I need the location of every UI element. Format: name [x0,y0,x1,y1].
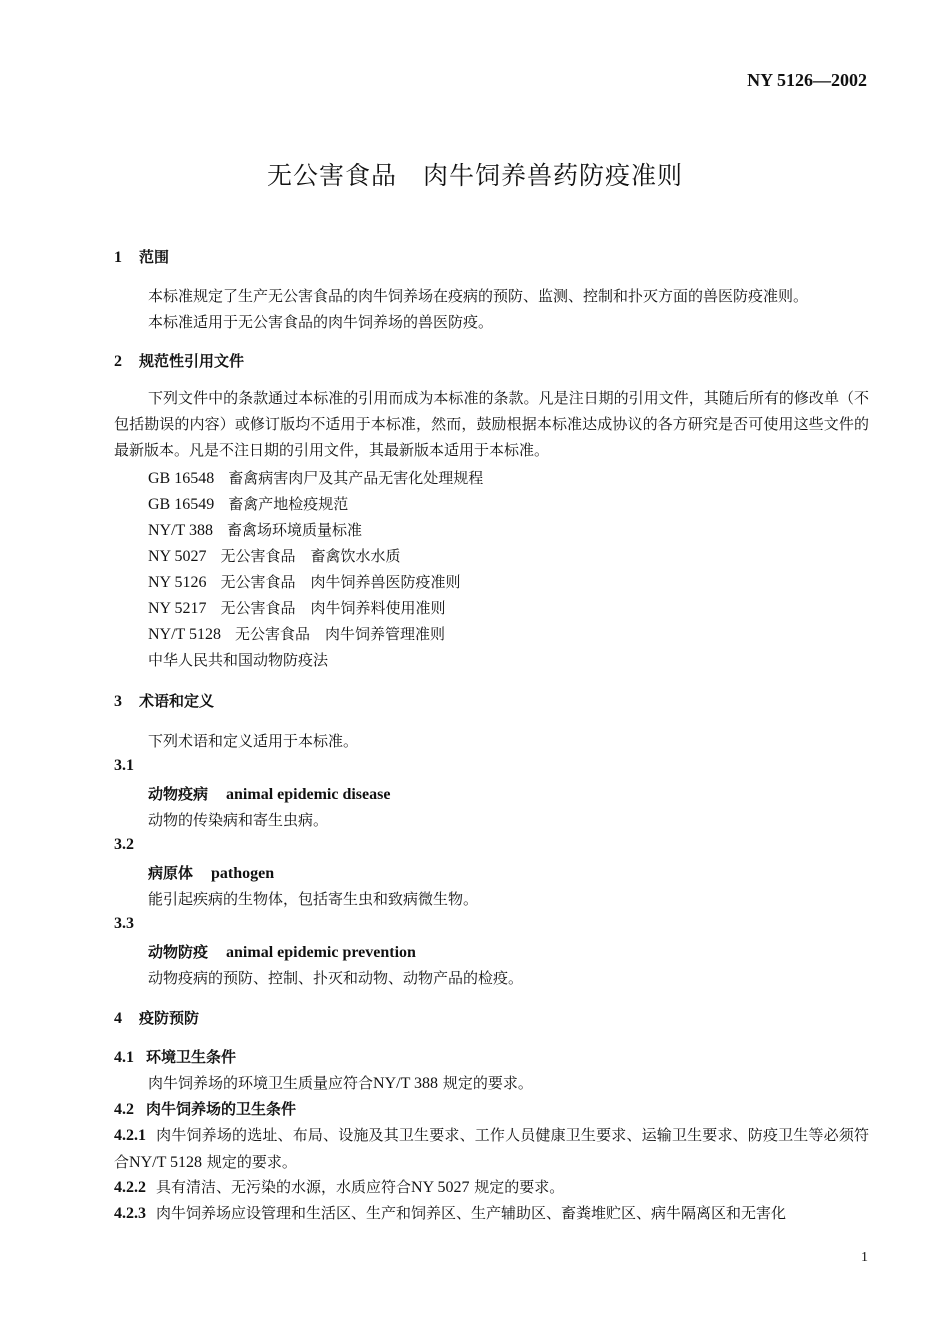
clause-4-2-2 [114,1174,869,1201]
standard-code: NY 5126—2002 [747,70,867,90]
s41-text-b: 规定的要求。 [438,1074,533,1092]
clause-4-2-1 [114,1122,869,1176]
s41-ref: NY/T 388 [373,1075,439,1092]
reference-item [148,649,328,670]
reference-code: GB 16548 [148,470,215,487]
term-definition: 能引起疾病的生物体，包括寄生虫和致病微生物。 [148,890,479,908]
term-heading [148,941,416,962]
reference-title: 畜禽场环境质量标准 [227,521,363,539]
term-definition: 动物的传染病和寄生虫病。 [148,811,329,829]
term-en: animal epidemic disease [226,786,391,803]
s41-text-a: 肉牛饲养场的环境卫生质量应符合 [148,1074,374,1092]
subsection-4-2-heading [114,1098,296,1119]
clause-number: 4.2.2 [114,1179,146,1196]
reference-item [148,493,348,514]
reference-item [148,545,401,566]
reference-code: NY 5027 [148,548,207,565]
section-title: 疫防预防 [139,1009,200,1027]
s41-paragraph [148,1072,533,1093]
clause-number: 4.2.3 [114,1205,146,1222]
section-number: 1 [114,249,122,266]
section-number: 4 [114,1010,122,1027]
reference-title: 畜禽产地检疫规范 [228,495,349,513]
term-zh: 动物防疫 [148,943,209,961]
reference-code: NY/T 5128 [148,626,222,643]
term-definition: 动物疫病的预防、控制、扑灭和动物、动物产品的检疫。 [148,969,524,987]
reference-code: GB 16549 [148,496,215,513]
clause-text: 肉牛饲养场应设管理和生活区、生产和饲养区、生产辅助区、畜粪堆贮区、病牛隔离区和无害化 [156,1204,787,1222]
document-title: 无公害食品 肉牛饲养兽药防疫准则 [266,161,683,190]
section-title: 范围 [139,248,170,266]
clause-text-a: 具有清洁、无污染的水源，水质应符合 [156,1178,412,1196]
subsection-4-1-heading [114,1046,236,1067]
section-4-heading [114,1007,199,1028]
reference-code: NY 5126 [148,574,207,591]
reference-title: 无公害食品 肉牛饲养管理准则 [235,625,446,643]
reference-code: NY 5217 [148,600,207,617]
term-heading [148,862,274,883]
reference-title: 中华人民共和国动物防疫法 [148,651,329,669]
term-number: 3.1 [114,757,134,774]
term-en: animal epidemic prevention [226,944,416,961]
section-3-heading [114,690,214,711]
reference-item [148,623,445,644]
clause-text-b: 规定的要求。 [469,1178,565,1196]
clause-text-a: 肉牛饲养场的选址、布局、设施及其卫生要求、工作人员健康卫生要求、运输卫生要求、防疫卫生等必须符合 [114,1126,869,1171]
section-2-heading [114,350,244,371]
reference-item [148,571,461,592]
clause-ref: NY 5027 [411,1179,470,1196]
clause-4-2-3 [114,1200,869,1227]
s1-paragraph-1: 本标准规定了生产无公害食品的肉牛饲养场在疫病的预防、监测、控制和扑灭方面的兽医防疫准则。 [148,287,809,305]
reference-item [148,467,483,488]
subsection-number: 4.2 [114,1101,134,1118]
section-title: 术语和定义 [139,692,215,710]
subsection-title: 环境卫生条件 [146,1048,237,1066]
reference-title: 无公害食品 肉牛饲养兽医防疫准则 [220,573,461,591]
clause-ref: NY/T 5128 [129,1154,203,1171]
section-number: 2 [114,353,122,370]
term-number: 3.3 [114,915,134,932]
section-number: 3 [114,693,122,710]
section-1-heading [114,246,169,267]
reference-item [148,597,446,618]
s1-paragraph-2: 本标准适用于无公害食品的肉牛饲养场的兽医防疫。 [148,313,494,331]
page-number: 1 [861,1250,868,1265]
reference-item [148,519,362,540]
reference-title: 无公害食品 畜禽饮水水质 [220,547,401,565]
clause-number: 4.2.1 [114,1127,146,1144]
term-zh: 动物疫病 [148,785,209,803]
reference-title: 畜禽病害肉尸及其产品无害化处理规程 [228,469,484,487]
term-zh: 病原体 [148,864,194,882]
term-number: 3.2 [114,836,134,853]
s3-intro: 下列术语和定义适用于本标准。 [148,732,359,750]
reference-title: 无公害食品 肉牛饲养料使用准则 [220,599,446,617]
subsection-title: 肉牛饲养场的卫生条件 [146,1100,297,1118]
subsection-number: 4.1 [114,1049,134,1066]
s2-intro-paragraph: 下列文件中的条款通过本标准的引用而成为本标准的条款。凡是注日期的引用文件，其随后所有的修改单（不包括勘误的内容）或修订版均不适用于本标准，然而，鼓励根据本标准达成协议的各方研究是否可使用这些文件的最新版本。凡是不注日期的引用文件，其最新版本适用于本标准。 [114,389,869,459]
section-title: 规范性引用文件 [139,352,245,370]
term-en: pathogen [211,865,275,882]
reference-code: NY/T 388 [148,522,214,539]
term-heading [148,783,390,804]
clause-text-b: 规定的要求。 [202,1153,297,1171]
